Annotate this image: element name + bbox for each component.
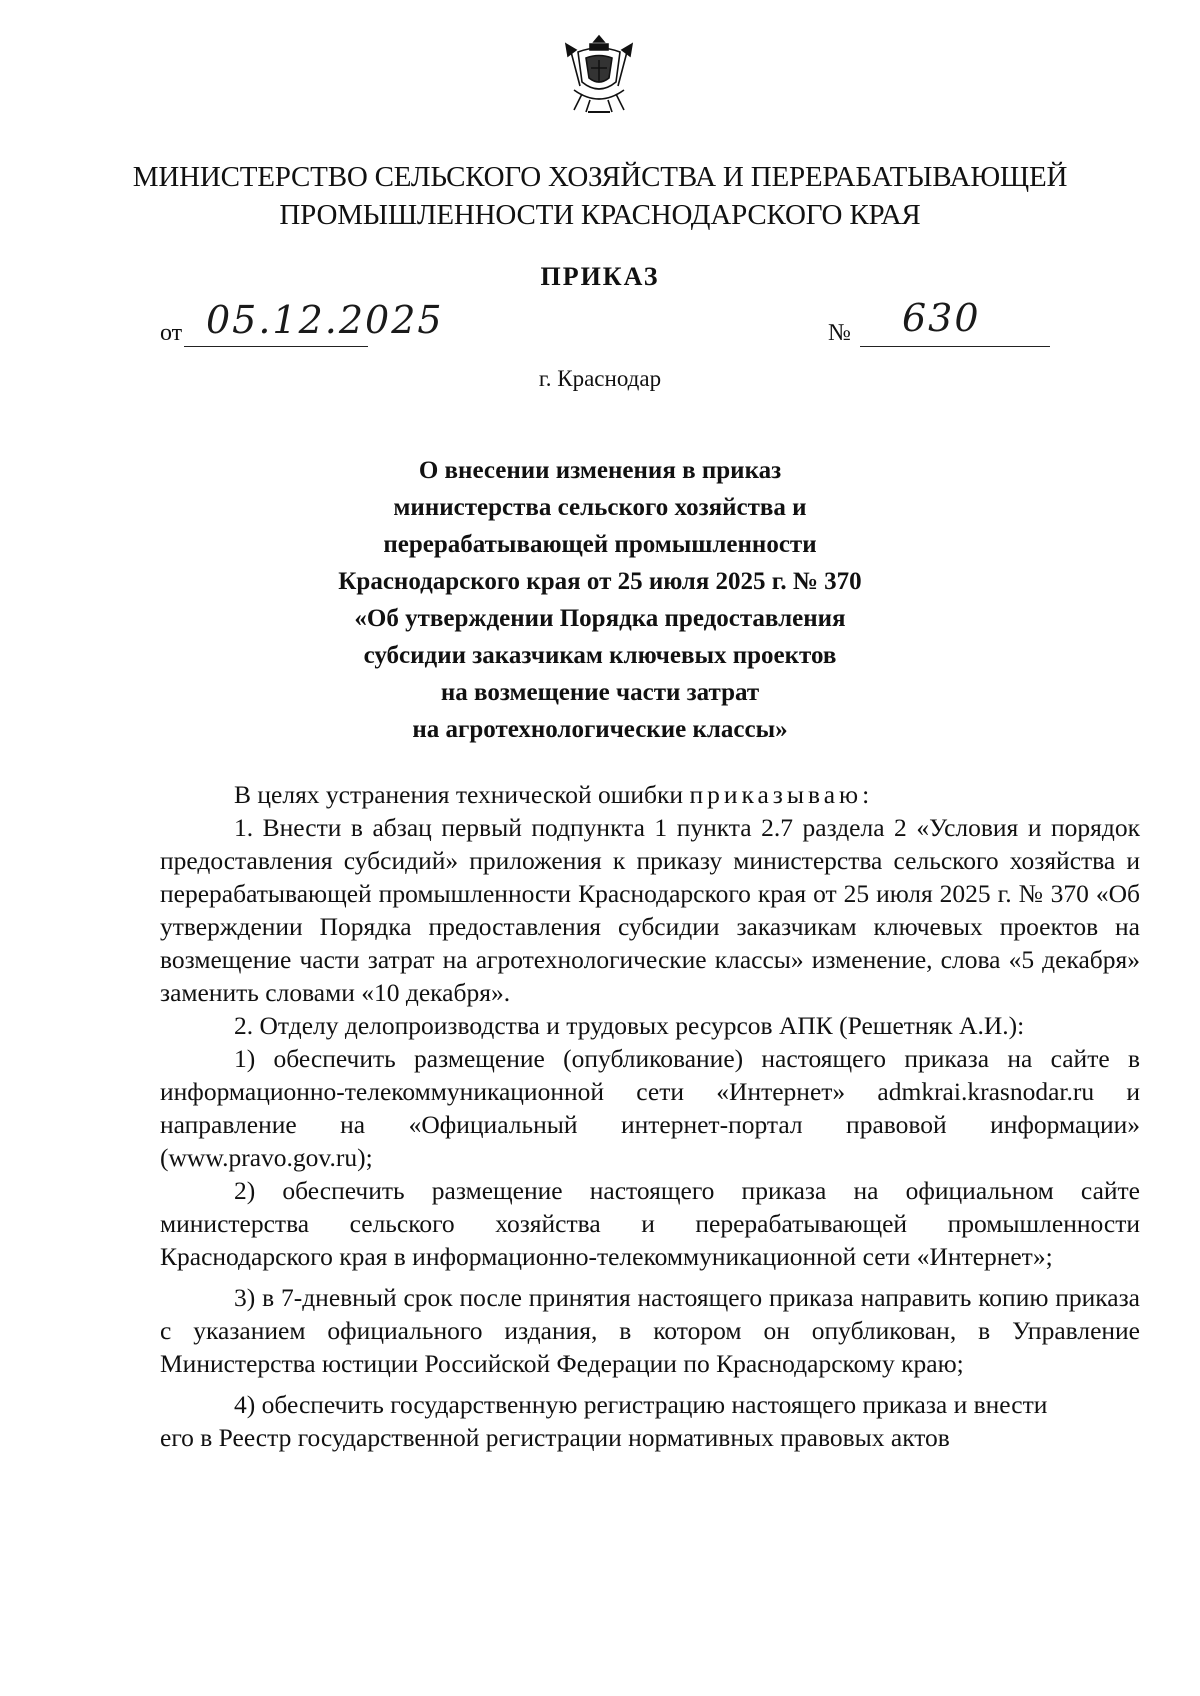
subject-line: Краснодарского края от 25 июля 2025 г. № 370 (338, 568, 862, 595)
preamble-text: В целях устранения технической ошибки (234, 780, 684, 809)
paragraph-2-2: 2) обеспечить размещение настоящего приказа на официальном сайте министерства сельского хозяйства и перерабатывающей промышленности Краснодарского края в информационно-телекоммуникационной сети «Интернет»; (160, 1176, 1140, 1271)
date-label: от (160, 320, 183, 346)
paragraph-2-1: 1) обеспечить размещение (опубликование) настоящего приказа на сайте в информационно-телекоммуникационной сети «Интернет» admkrai.krasnodar.ru и направление на «Официальный интернет-портал правовой информации» (www.pravo.gov.ru); (160, 1044, 1140, 1172)
paragraph-2-3: 3) в 7-дневный срок после принятия настоящего приказа направить копию приказа с указанием официального издания, в котором он опубликован, в Управление Министерства юстиции Российской Федерации по Краснодарскому краю; (160, 1283, 1140, 1378)
subject-line: на агротехнологические классы» (412, 716, 788, 743)
ministry-line-2: ПРОМЫШЛЕННОСТИ КРАСНОДАРСКОГО КРАЯ (279, 199, 921, 231)
paragraph-1: 1. Внести в абзац первый подпункта 1 пункта 2.7 раздела 2 «Условия и порядок предоставления субсидий» приложения к приказу министерства сельского хозяйства и перерабатывающей промышленности Краснодарского края от 25 июля 2025 г. № 370 «Об утверждении Порядка предоставления субсидии заказчикам ключевых проектов на возмещение части затрат на агротехнологические классы» изменение, слова «5 декабря» заменить словами «10 декабря». (160, 813, 1140, 1007)
paragraph-2: 2. Отделу делопроизводства и трудовых ресурсов АПК (Решетняк А.И.): (234, 1011, 1025, 1040)
preamble (160, 778, 1140, 811)
handwritten-number: 630 (902, 296, 981, 340)
ministry-line-1: МИНИСТЕРСТВО СЕЛЬСКОГО ХОЗЯЙСТВА И ПЕРЕРАБАТЫВАЮЩЕЙ (132, 161, 1068, 193)
paragraph-2-4-line-1: 4) обеспечить государственную регистрацию настоящего приказа и внести (234, 1390, 1048, 1419)
order-subject (0, 452, 1200, 748)
subject-line: перерабатывающей промышленности (383, 531, 817, 558)
subject-line: министерства сельского хозяйства и (393, 494, 807, 521)
preamble-keyword: приказываю (689, 780, 863, 809)
subject-line: О внесении изменения в приказ (418, 457, 782, 484)
number-underline (860, 346, 1050, 347)
subject-line: «Об утверждении Порядка предоставления (354, 605, 846, 632)
order-title: ПРИКАЗ (540, 262, 660, 291)
date-underline (184, 346, 368, 347)
krasnodar-coat-of-arms-icon (560, 30, 638, 118)
ministry-name (0, 158, 1200, 234)
paragraph-2-4-line-2: его в Реестр государственной регистрации нормативных правовых актов (160, 1423, 950, 1452)
order-body (160, 778, 1140, 1454)
handwritten-date: 05.12.2025 (206, 298, 444, 342)
city: г. Краснодар (538, 366, 662, 391)
subject-line: на возмещение части затрат (440, 679, 760, 706)
subject-line: субсидии заказчикам ключевых проектов (363, 642, 837, 669)
number-label: № (828, 320, 851, 346)
preamble-colon: : (862, 780, 870, 809)
date-number-row (160, 296, 1140, 368)
